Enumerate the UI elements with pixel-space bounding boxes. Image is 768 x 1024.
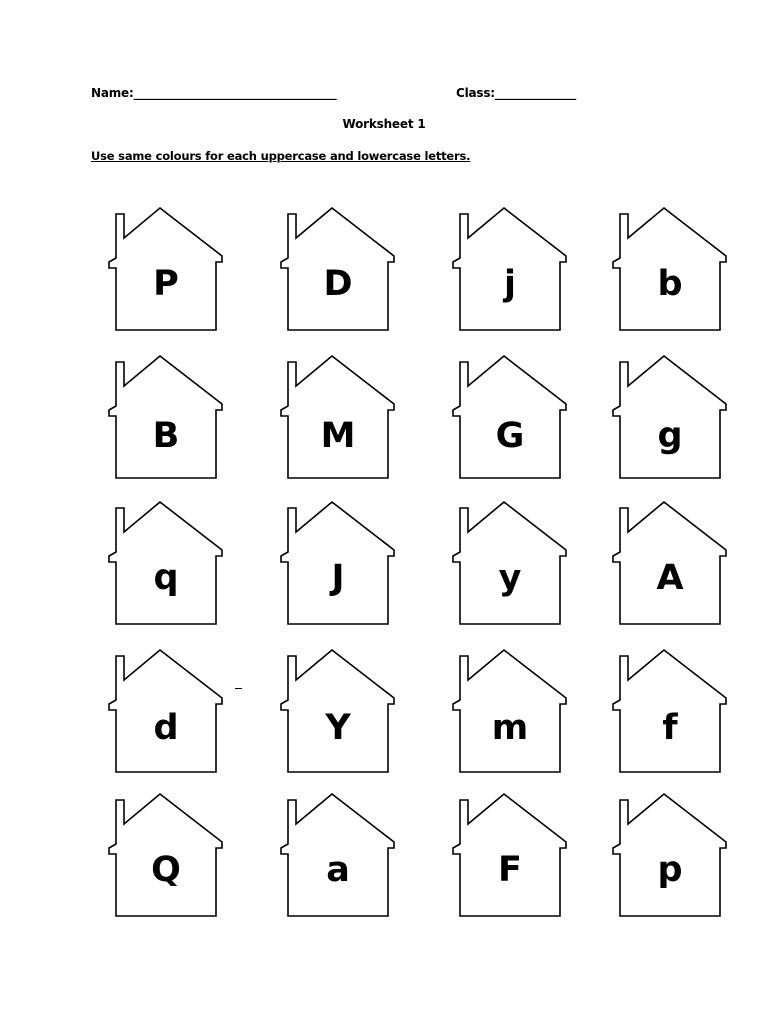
name-field-label: Name:___________________________________	[91, 86, 337, 100]
house-card	[104, 790, 228, 918]
house-card	[608, 352, 732, 480]
house-letter: d	[153, 708, 179, 748]
instruction-text: Use same colours for each uppercase and lowercase letters.	[91, 149, 471, 163]
house-letter: q	[153, 558, 179, 598]
stray-mark	[235, 688, 242, 689]
house-letter: D	[323, 264, 353, 304]
house-letter: F	[498, 850, 522, 890]
house-card	[276, 204, 400, 332]
house-card	[104, 646, 228, 774]
house-letter: G	[495, 416, 525, 456]
house-card	[276, 498, 400, 626]
house-letter: J	[331, 558, 345, 598]
house-letter: m	[491, 708, 529, 748]
house-card	[276, 790, 400, 918]
worksheet-title: Worksheet 1	[342, 117, 426, 131]
house-letter: Y	[325, 708, 351, 748]
house-card	[276, 646, 400, 774]
house-card	[104, 498, 228, 626]
house-letter: f	[662, 708, 678, 748]
house-card	[608, 790, 732, 918]
house-letter: b	[657, 264, 683, 304]
house-letter: y	[498, 558, 522, 598]
house-card	[448, 498, 572, 626]
house-letter: a	[326, 850, 350, 890]
house-letter: j	[504, 264, 516, 304]
house-card	[104, 352, 228, 480]
house-letter: A	[656, 558, 684, 598]
house-card	[608, 204, 732, 332]
house-letter: B	[152, 416, 180, 456]
house-card	[448, 646, 572, 774]
class-field-label: Class:______________	[456, 86, 577, 100]
house-card	[608, 646, 732, 774]
house-card	[448, 204, 572, 332]
house-card	[104, 204, 228, 332]
house-card	[608, 498, 732, 626]
house-letter: p	[657, 850, 683, 890]
house-letter: M	[320, 416, 356, 456]
house-card	[448, 352, 572, 480]
house-letter: P	[153, 264, 179, 304]
house-letter: g	[657, 416, 683, 456]
house-letter: Q	[151, 850, 181, 890]
house-card	[276, 352, 400, 480]
house-card	[448, 790, 572, 918]
